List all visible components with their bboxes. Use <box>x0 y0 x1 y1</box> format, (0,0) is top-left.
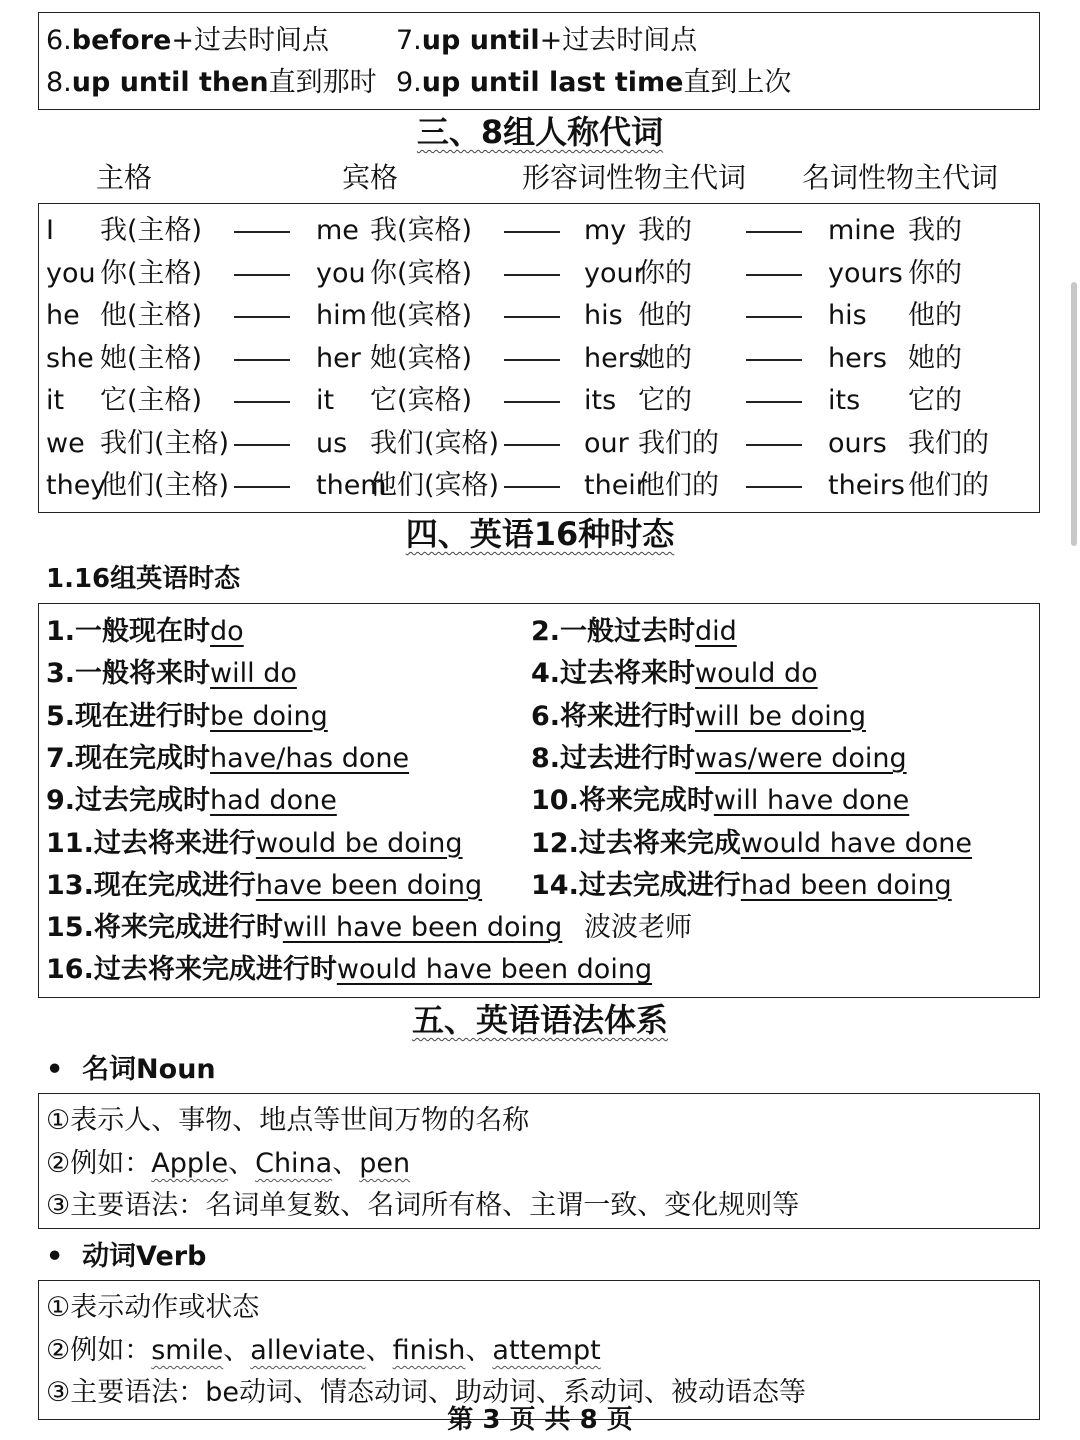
pronoun-cell: they <box>46 470 107 501</box>
tense-item <box>46 869 482 903</box>
tense-item <box>46 784 337 818</box>
pronoun-cell: me <box>316 215 359 246</box>
pronoun-cell: his <box>828 300 867 331</box>
pronoun-cell: 我们(宾格) <box>370 427 500 459</box>
pronoun-cell: 你的 <box>638 257 692 289</box>
pronoun-cell: his <box>584 300 623 331</box>
pronoun-cell: mine <box>828 215 896 246</box>
dash-separator <box>746 231 802 233</box>
dash-separator <box>504 231 560 233</box>
dash-separator <box>504 486 560 488</box>
section4-title: 四、英语16种时态 <box>405 515 675 553</box>
section3-title: 三、8组人称代词 <box>416 113 664 151</box>
teacher-note: 波波老师 <box>584 912 692 943</box>
tense-item <box>46 700 328 734</box>
pronoun-cell: 他(宾格) <box>370 300 473 331</box>
item-6: 6.before+过去时间点 <box>46 25 329 56</box>
pronoun-cell: 她的 <box>908 342 962 374</box>
dash-separator <box>504 274 560 276</box>
pronoun-cell: you <box>46 257 96 289</box>
noun-line1: ①表示人、事物、地点等世间万物的名称 <box>46 1105 530 1136</box>
tense-item <box>531 700 866 734</box>
tense-form: had been doing <box>740 869 952 901</box>
tense-label: 4.过去将来时 <box>531 658 696 690</box>
pronoun-cell: I <box>46 215 54 246</box>
pronoun-cell: 我(主格) <box>100 215 203 246</box>
header-objective: 宾格 <box>342 161 399 194</box>
tense-label: 13.现在完成进行 <box>46 869 256 901</box>
tense-form: would have done <box>740 827 972 859</box>
dash-separator <box>746 316 802 318</box>
pronoun-cell: 我的 <box>908 215 962 246</box>
pronoun-cell: we <box>46 427 85 459</box>
pronoun-cell: 它(主格) <box>100 385 203 416</box>
item-8: 8.up until then直到那时 <box>46 67 377 98</box>
dash-separator <box>234 359 290 361</box>
tense-item <box>531 827 972 861</box>
pronoun-cell: 他的 <box>908 300 962 331</box>
tense-form: will do <box>210 658 297 690</box>
tense-label: 15.将来完成进行时 <box>46 912 283 944</box>
tense-form: would have been doing <box>336 954 653 986</box>
tense-form: did <box>695 616 737 647</box>
tense-item <box>46 657 297 691</box>
tense-label: 10.将来完成时 <box>531 785 714 817</box>
tense-item <box>531 784 909 818</box>
pronoun-cell: 她(宾格) <box>370 342 473 374</box>
noun-line3: ③主要语法：名词单复数、名词所有格、主谓一致、变化规则等 <box>46 1190 800 1221</box>
tense-form: was/were doing <box>695 742 907 774</box>
pronoun-cell: 他们(主格) <box>100 470 230 501</box>
pronoun-cell: 我的 <box>638 215 692 246</box>
dash-separator <box>504 401 560 403</box>
section5-title: 五、英语语法体系 <box>411 1001 668 1039</box>
dash-separator <box>746 401 802 403</box>
tense-label: 11.过去将来进行 <box>46 827 256 859</box>
pronoun-cell: 你的 <box>908 257 962 289</box>
dash-separator <box>746 444 802 446</box>
tense-form: do <box>210 616 244 647</box>
dash-separator <box>504 316 560 318</box>
tense-label: 3.一般将来时 <box>46 658 211 690</box>
pronoun-cell: he <box>46 300 80 331</box>
tense-label: 5.现在进行时 <box>46 700 211 732</box>
tense-item <box>531 742 907 776</box>
pronoun-cell: 它的 <box>908 385 962 416</box>
tense-form: will have been doing <box>282 912 563 944</box>
pronoun-cell: 她(主格) <box>100 342 203 374</box>
dash-separator <box>234 444 290 446</box>
pronoun-cell: yours <box>828 257 903 289</box>
tense-item <box>46 953 652 987</box>
pronoun-cell: 它的 <box>638 385 692 416</box>
tense-form: will be doing <box>695 700 866 732</box>
tense-form: had done <box>210 785 337 817</box>
pronoun-cell: 你(宾格) <box>370 257 473 289</box>
dash-separator <box>234 274 290 276</box>
tense-label: 7.现在完成时 <box>46 742 211 774</box>
pronoun-cell: 他(主格) <box>100 300 203 331</box>
verb-heading: • 动词Verb <box>46 1241 207 1272</box>
pronoun-cell: ours <box>828 427 887 459</box>
tense-form: be doing <box>210 700 328 732</box>
tense-label: 12.过去将来完成 <box>531 827 741 859</box>
pronoun-cell: 他的 <box>638 300 692 331</box>
pronoun-cell: 我们的 <box>638 427 719 459</box>
scrollbar[interactable] <box>1071 282 1077 546</box>
tense-item <box>531 615 737 649</box>
section4-subtitle: 1.16组英语时态 <box>46 564 241 594</box>
tense-label: 6.将来进行时 <box>531 700 696 732</box>
verb-line1: ①表示动作或状态 <box>46 1292 260 1323</box>
dash-separator <box>234 231 290 233</box>
pronoun-cell: its <box>584 385 617 416</box>
tense-form: have/has done <box>210 742 410 774</box>
pronoun-cell: it <box>316 385 335 416</box>
pronoun-cell: 我(宾格) <box>370 215 473 246</box>
dash-separator <box>234 401 290 403</box>
dash-separator <box>504 359 560 361</box>
pronoun-cell: 它(宾格) <box>370 385 473 416</box>
tense-form: have been doing <box>255 869 483 901</box>
pronoun-cell: your <box>584 257 645 289</box>
dash-separator <box>234 486 290 488</box>
header-adjective-possessive: 形容词性物主代词 <box>522 161 747 194</box>
pronoun-cell: its <box>828 385 861 416</box>
item-7: 7.up until+过去时间点 <box>396 25 698 56</box>
tense-form: would do <box>695 658 818 690</box>
pronoun-cell: 他们(宾格) <box>370 470 500 501</box>
pronoun-cell: 我们(主格) <box>100 427 230 459</box>
dash-separator <box>746 274 802 276</box>
verb-line3: ③主要语法：be动词、情态动词、助动词、系动词、被动语态等 <box>46 1377 806 1408</box>
tense-label: 2.一般过去时 <box>531 616 696 647</box>
dash-separator <box>746 359 802 361</box>
pronoun-cell: hers <box>584 342 643 374</box>
tense-item <box>46 742 409 776</box>
pronoun-cell: them <box>316 470 387 501</box>
noun-line2: ②例如：Apple、China、pen <box>46 1148 411 1179</box>
pronoun-cell: him <box>316 300 367 331</box>
dash-separator <box>746 486 802 488</box>
pronoun-cell: 你(主格) <box>100 257 203 289</box>
tense-label: 1.一般现在时 <box>46 616 211 647</box>
header-noun-possessive: 名词性物主代词 <box>802 161 999 194</box>
page-footer: 第 3 页 共 8 页 <box>447 1405 633 1435</box>
verb-line2: ②例如：smile、alleviate、finish、attempt <box>46 1335 601 1366</box>
pronoun-cell: my <box>584 215 627 246</box>
tense-item <box>531 657 818 691</box>
tense-label: 14.过去完成进行 <box>531 869 741 901</box>
pronoun-cell: she <box>46 342 94 374</box>
tense-item <box>531 869 952 903</box>
dash-separator <box>234 316 290 318</box>
tense-item <box>46 827 463 861</box>
tense-item <box>46 615 244 649</box>
tense-label: 16.过去将来完成进行时 <box>46 954 337 986</box>
pronoun-cell: 他们的 <box>908 470 989 501</box>
pronoun-cell: it <box>46 385 65 416</box>
pronoun-cell: her <box>316 342 361 374</box>
pronoun-cell: us <box>316 427 348 459</box>
pronoun-cell: you <box>316 257 366 289</box>
tense-form: would be doing <box>255 827 463 859</box>
pronoun-cell: their <box>584 470 647 501</box>
tense-label: 8.过去进行时 <box>531 742 696 774</box>
noun-heading: • 名词Noun <box>46 1054 216 1085</box>
item-9: 9.up until last time直到上次 <box>396 67 792 98</box>
tense-label: 9.过去完成时 <box>46 785 211 817</box>
tense-form: will have done <box>713 785 910 817</box>
pronoun-cell: theirs <box>828 470 905 501</box>
pronoun-cell: hers <box>828 342 887 374</box>
pronoun-cell: 我们的 <box>908 427 989 459</box>
header-nominative: 主格 <box>96 161 153 194</box>
tense-item <box>46 911 562 945</box>
dash-separator <box>504 444 560 446</box>
pronoun-cell: 他们的 <box>638 470 719 501</box>
pronoun-cell: our <box>584 427 629 459</box>
pronoun-cell: 她的 <box>638 342 692 374</box>
